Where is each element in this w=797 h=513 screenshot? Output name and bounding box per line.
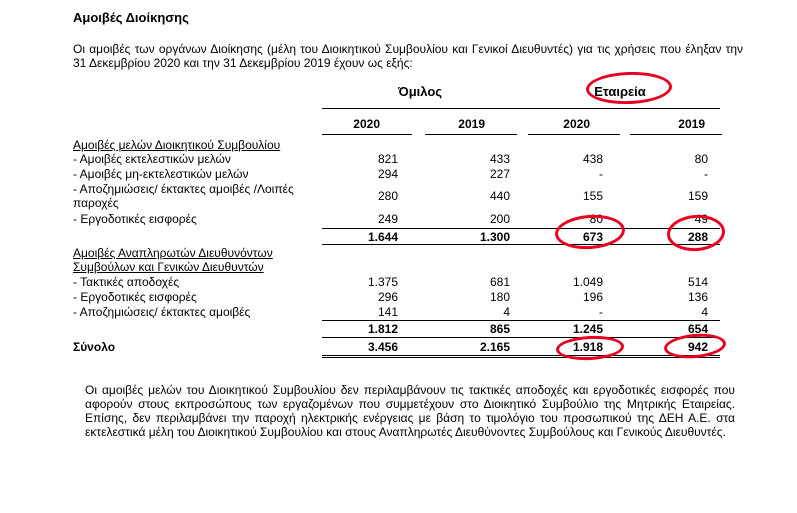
cell: 80	[589, 212, 603, 226]
total-rule	[322, 357, 720, 358]
row-label: - Αποζημιώσεις/ έκτακτες αμοιβές /Λοιπές	[73, 182, 294, 196]
total-cell: 1.918	[572, 340, 603, 354]
cell: 249	[377, 212, 398, 226]
cell: 821	[377, 152, 398, 166]
row-label: - Εργοδοτικές εισφορές	[73, 212, 197, 226]
group-header: Όμιλος	[397, 84, 443, 99]
year-header: 2020	[563, 117, 590, 131]
subtotal-cell: 673	[582, 230, 603, 244]
total-cell: 3.456	[367, 340, 398, 354]
year-rule	[630, 134, 722, 135]
annotation-circle	[585, 71, 672, 106]
cell: -	[599, 167, 603, 181]
company-header: Εταιρεία	[594, 84, 646, 99]
cell: 294	[377, 167, 398, 181]
cell: 296	[377, 290, 398, 304]
cell: 440	[489, 189, 510, 203]
cell: 136	[687, 290, 708, 304]
cell: 433	[489, 152, 510, 166]
cell: 141	[377, 305, 398, 319]
section-title: Αμοιβές Διοίκησης	[73, 10, 189, 25]
year-rule	[425, 134, 517, 135]
year-rule	[322, 134, 412, 135]
year-header: 2019	[678, 117, 705, 131]
cell: -	[704, 167, 708, 181]
subtotal-rule	[322, 228, 720, 229]
row-label: - Αποζημιώσεις/ έκτακτες αμοιβές	[73, 305, 251, 319]
cell: 4	[503, 305, 510, 319]
total-rule	[322, 355, 720, 356]
cell: 159	[687, 189, 708, 203]
subtotal-cell: 1.812	[367, 322, 398, 336]
subtotal-cell: 288	[687, 230, 708, 244]
row-label: - Τακτικές αποδοχές	[73, 275, 180, 289]
year-header: 2020	[353, 117, 380, 131]
subtotal-cell: 1.245	[572, 322, 603, 336]
footer-paragraph: Οι αμοιβές μελών του Διοικητικού Συμβουλίου δεν περιλαμβάνουν τις τακτικές αποδοχές και εργοδοτικές εισφορές που αφορούν στους εκπροσώπους των εργαζομένων που συμμετέχουν στο Διοικητικό Συμβούλιο της Μητρικής Εταιρείας. Επίσης, δεν περιλαμβάνει την παροχή ηλεκτρικής ενέργειας με βάση το τιμολόγιο του προσωπικού της ΔΕΗ Α.Ε. στα εκτελεστικά μέλη του Διοικητικού Συμβουλίου και στους Αναπληρωτές Διευθύνοντες Συμβούλους και Γενικούς Διευθυντές.	[85, 383, 735, 439]
subtotal-cell: 1.644	[367, 230, 398, 244]
subtotal-rule	[322, 337, 720, 338]
cell: 200	[489, 212, 510, 226]
deputies-heading: Αμοιβές Αναπληρωτών Διευθυνόντων	[73, 246, 273, 260]
subtotal-cell: 865	[489, 322, 510, 336]
cell: 49	[694, 212, 708, 226]
intro-paragraph: Οι αμοιβές των οργάνων Διοίκησης (μέλη του Διοικητικού Συμβουλίου και Γενικοί Διευθυντές) για τις χρήσεις που έληξαν την 31 Δεκεμβρίου 2020 και την 31 Δεκεμβρίου 2019 έχουν ως εξής:	[73, 42, 743, 70]
subtotal-cell: 1.300	[479, 230, 510, 244]
subtotal-cell: 654	[687, 322, 708, 336]
cell: 514	[687, 275, 708, 289]
row-label-cont: παροχές	[73, 196, 119, 210]
cell: -	[599, 305, 603, 319]
cell: 1.049	[572, 275, 603, 289]
subtotal-rule	[322, 320, 720, 321]
cell: 1.375	[367, 275, 398, 289]
total-label: Σύνολο	[73, 340, 116, 354]
year-header: 2019	[458, 117, 485, 131]
row-label: - Εργοδοτικές εισφορές	[73, 290, 197, 304]
deputies-heading: Συμβούλων και Γενικών Διευθυντών	[73, 260, 264, 274]
cell: 196	[582, 290, 603, 304]
cell: 80	[694, 152, 708, 166]
cell: 180	[489, 290, 510, 304]
row-label: - Αμοιβές εκτελεστικών μελών	[73, 152, 231, 166]
cell: 681	[489, 275, 510, 289]
subtotal-rule	[322, 244, 720, 245]
board-heading: Αμοιβές μελών Διοικητικού Συμβουλίου	[73, 138, 281, 152]
row-label: - Αμοιβές μη-εκτελεστικών μελών	[73, 167, 249, 181]
total-cell: 942	[687, 340, 708, 354]
total-cell: 2.165	[479, 340, 510, 354]
cell: 438	[582, 152, 603, 166]
cell: 4	[701, 305, 708, 319]
group-header-rule	[322, 108, 720, 109]
year-rule	[528, 134, 620, 135]
cell: 280	[377, 189, 398, 203]
cell: 155	[582, 189, 603, 203]
cell: 227	[489, 167, 510, 181]
